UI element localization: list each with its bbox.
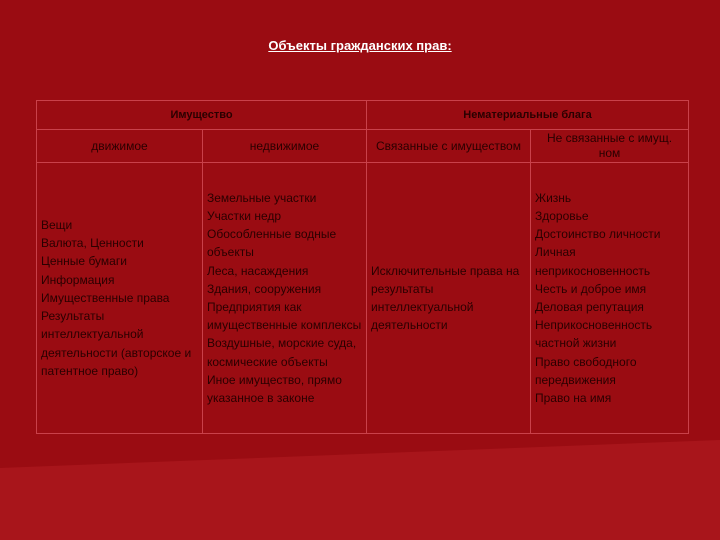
column-header-immovable: недвижимое [203, 130, 367, 163]
cell-non-property [531, 163, 689, 434]
cell-property-related [367, 163, 531, 434]
decorative-band [0, 440, 720, 540]
cell-property-related-text: Исключительные права на результаты интеллектуальной деятельности [371, 263, 520, 333]
cell-immovable [203, 163, 367, 434]
slide-title: Объекты гражданских прав: [268, 38, 452, 53]
header-row [37, 101, 689, 130]
subheader-row [37, 130, 689, 163]
cell-non-property-text: Жизнь Здоровье Достоинство личности Личная неприкосновенность Честь и доброе имя Деловая репутация Неприкосновенность частной жизни Право свободного передвижения Право на имя [535, 190, 661, 406]
column-header-non-property: Не связанные с имущ. ном [531, 130, 689, 163]
cell-movable [37, 163, 203, 434]
cell-movable-text: Вещи Валюта, Ценности Ценные бумаги Информация Имущественные права Результаты интеллектуальной деятельности (авторское и патентное право) [41, 218, 192, 378]
cell-immovable-text: Земельные участки Участки недр Обособленные водные объекты Леса, насаждения Здания, сооружения Предприятия как имущественные комплексы Воздушные, морские суда, космические объекты Иное имущество, прямо указанное в законе [207, 190, 362, 406]
content-row [37, 163, 689, 434]
group-header-intangible: Нематериальные блага [367, 101, 689, 130]
column-header-property-related: Связанные с имуществом [367, 130, 531, 163]
civil-rights-table [36, 100, 689, 434]
column-header-movable: движимое [37, 130, 203, 163]
group-header-property: Имущество [37, 101, 367, 130]
